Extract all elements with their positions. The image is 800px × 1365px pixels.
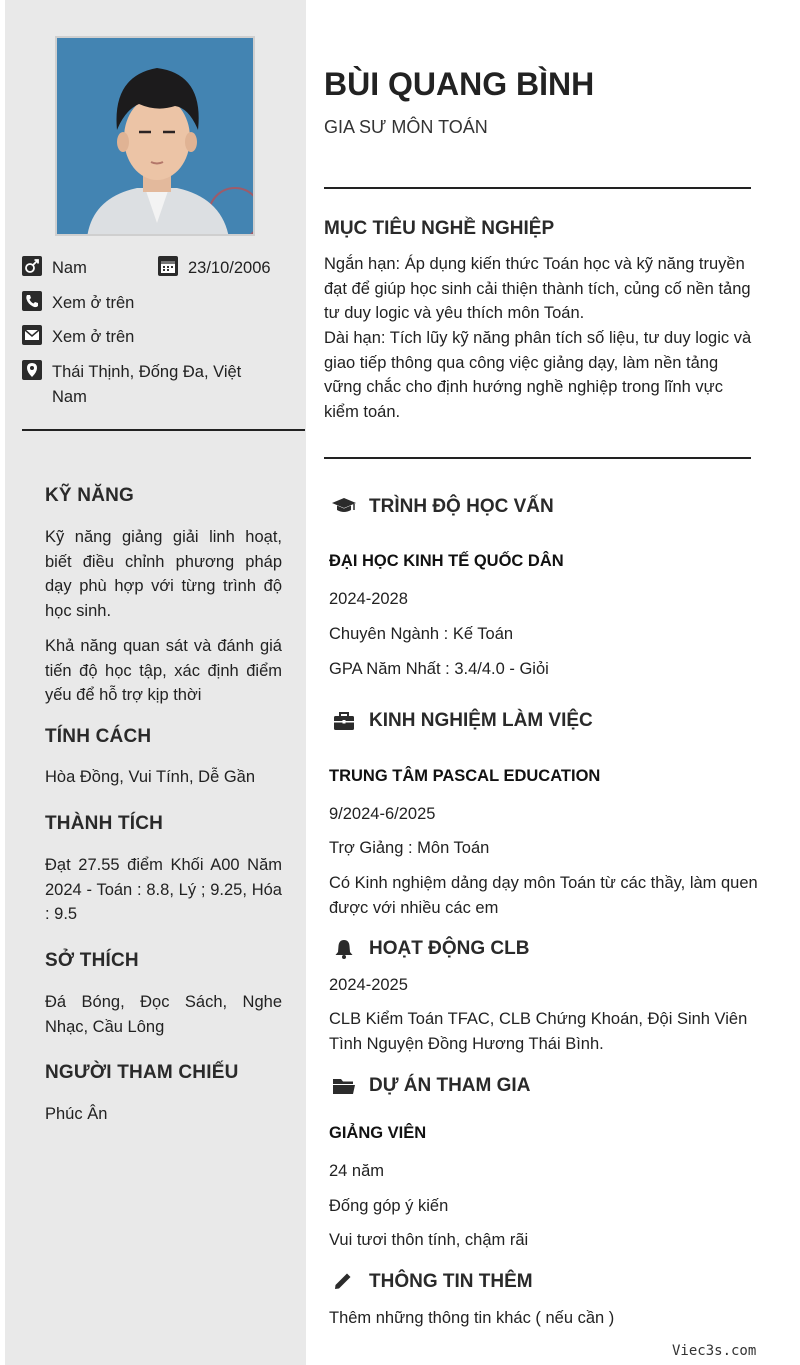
gender-icon: [22, 256, 42, 276]
experience-period: 9/2024-6/2025: [329, 805, 436, 823]
projects-duration: 24 năm: [329, 1162, 385, 1180]
clubs-period: 2024-2025: [329, 976, 408, 994]
briefcase-icon: [331, 710, 357, 732]
additional-heading: THÔNG TIN THÊM: [369, 1271, 533, 1292]
objective-heading: MỤC TIÊU NGHỀ NGHIỆP: [324, 218, 555, 239]
calendar-icon: [158, 256, 178, 276]
experience-company: TRUNG TÂM PASCAL EDUCATION: [329, 767, 601, 785]
education-school: ĐẠI HỌC KINH TẾ QUỐC DÂN: [329, 552, 564, 570]
experience-position: Trợ Giảng : Môn Toán: [329, 839, 490, 857]
education-heading: TRÌNH ĐỘ HỌC VẤN: [369, 496, 554, 517]
references-text: Phúc Ân: [45, 1105, 108, 1123]
projects-heading: DỰ ÁN THAM GIA: [369, 1075, 531, 1096]
projects-role: GIẢNG VIÊN: [329, 1124, 427, 1142]
personality-text: Hòa Đồng, Vui Tính, Dễ Gần: [45, 768, 256, 786]
personality-heading: TÍNH CÁCH: [45, 726, 152, 747]
objective-short-term: Ngắn hạn: Áp dụng kiến thức Toán học và kỹ năng truyền đạt để giúp học sinh cải thiện thành tích, củng cố nền tảng tư duy logic và yêu thích môn Toán.: [324, 255, 751, 322]
watermark: Viec3s.com: [672, 1343, 757, 1359]
experience-heading: KINH NGHIỆM LÀM VIỆC: [369, 710, 593, 731]
candidate-role: GIA SƯ MÔN TOÁN: [324, 117, 488, 137]
skills-item-1: Kỹ năng giảng giải linh hoạt, biết điều chỉnh phương pháp dạy phù hợp với từng trình độ học sinh.: [45, 528, 282, 620]
education-gpa: GPA Năm Nhất : 3.4/4.0 - Giỏi: [329, 660, 549, 678]
projects-note: Vui tươi thôn tính, chậm rãi: [329, 1231, 529, 1249]
birth-date-text: 23/10/2006: [188, 259, 271, 277]
experience-description: Có Kinh nghiệm dảng dạy môn Toán từ các thầy, làm quen được với nhiều các em: [329, 874, 758, 917]
objective-divider: [324, 457, 751, 459]
header-divider: [324, 187, 751, 189]
gender-text: Nam: [52, 259, 87, 277]
location-icon: [22, 360, 42, 380]
candidate-name: BÙI QUANG BÌNH: [324, 66, 595, 102]
achievements-heading: THÀNH TÍCH: [45, 813, 164, 834]
references-heading: NGƯỜI THAM CHIẾU: [45, 1062, 239, 1083]
profile-photo: [55, 36, 255, 236]
objective-long-term: Dài hạn: Tích lũy kỹ năng phân tích số liệu, tư duy logic và giao tiếp thông qua công việc giảng dạy, làm nền tảng vững chắc cho định hướng nghề nghiệp trong lĩnh vực kiểm toán.: [324, 329, 752, 421]
education-major: Chuyên Ngành : Kế Toán: [329, 625, 514, 643]
address-text: [52, 360, 241, 409]
email-text: Xem ở trên: [52, 328, 135, 346]
address-line-1: Thái Thịnh, Đống Đa, Việt: [52, 363, 242, 381]
additional-text: Thêm những thông tin khác ( nếu cần ): [329, 1309, 615, 1327]
phone-icon: [22, 291, 42, 311]
clubs-heading: HOẠT ĐỘNG CLB: [369, 938, 530, 959]
skills-heading: KỸ NĂNG: [45, 485, 135, 506]
clubs-description: CLB Kiểm Toán TFAC, CLB Chứng Khoán, Đội Sinh Viên Tình Nguyện Đồng Hương Thái Bình.: [329, 1010, 748, 1053]
address-line-2: Nam: [52, 387, 87, 406]
projects-contribution: Đống góp ý kiến: [329, 1197, 449, 1215]
education-period: 2024-2028: [329, 590, 408, 608]
bell-icon: [331, 938, 357, 960]
graduation-cap-icon: [331, 495, 357, 517]
sidebar-divider: [22, 429, 305, 431]
folder-icon: [331, 1075, 357, 1097]
hobbies-heading: SỞ THÍCH: [45, 950, 139, 971]
email-icon: [22, 325, 42, 345]
hobbies-text: Đá Bóng, Đọc Sách, Nghe Nhạc, Cầu Lông: [45, 993, 282, 1036]
phone-text: Xem ở trên: [52, 294, 135, 312]
pencil-icon: [331, 1271, 357, 1293]
achievements-text: Đạt 27.55 điểm Khối A00 Năm 2024 - Toán : 8.8, Lý ; 9.25, Hóa : 9.5: [45, 856, 282, 923]
skills-item-2: Khả năng quan sát và đánh giá tiến độ học tập, xác định điểm yếu để hỗ trợ kịp thời: [45, 637, 282, 704]
